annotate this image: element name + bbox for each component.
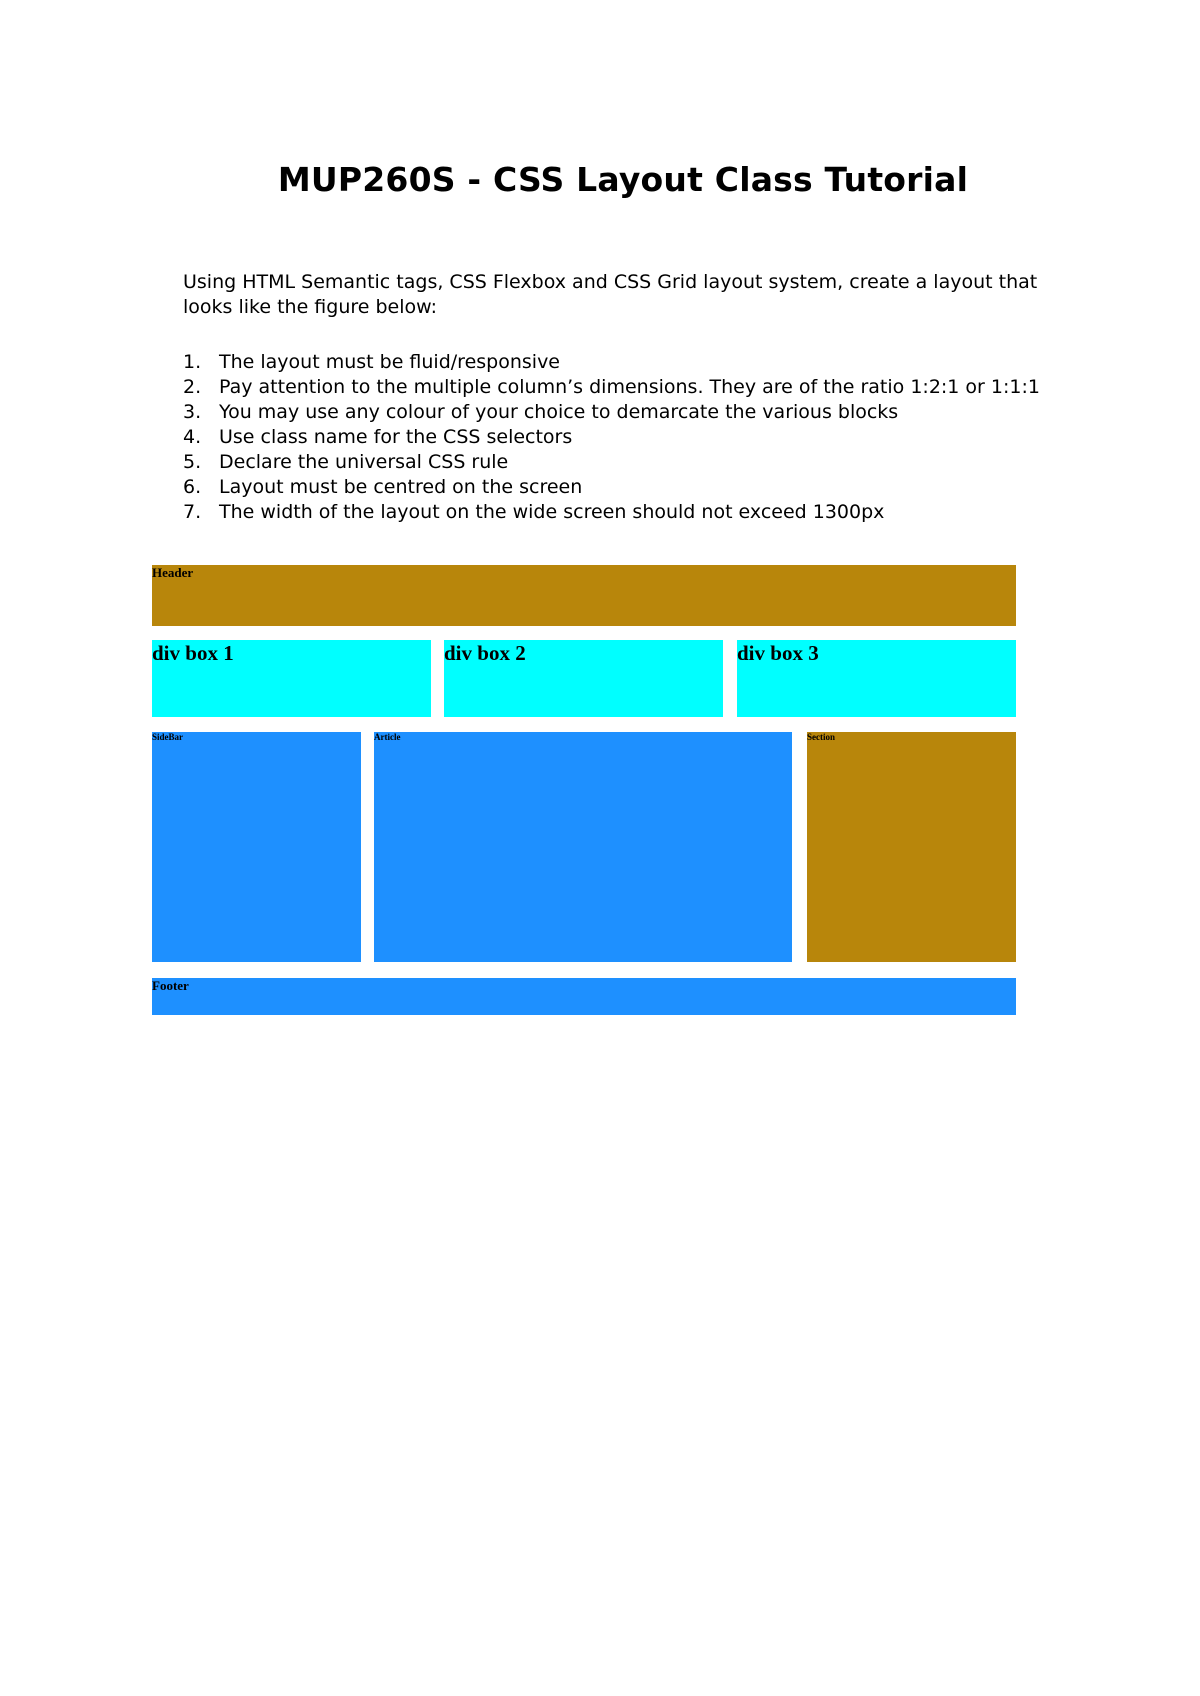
list-text: Use class name for the CSS selectors [219,426,573,448]
box-row [152,640,1016,717]
section-label: Section [807,732,835,742]
list-item [183,450,1083,475]
box-label: div box 2 [444,641,526,665]
list-text: Declare the universal CSS rule [219,451,509,473]
article-label: Article [374,732,401,742]
sidebar-label: SideBar [152,732,184,742]
list-text: You may use any colour of your choice to demarcate the various blocks [219,401,899,423]
header-label: Header [152,565,194,580]
list-number: 6. [183,476,202,498]
list-item [183,350,1083,375]
list-item [183,425,1083,450]
box-label: div box 3 [737,641,819,665]
footer-label: Footer [152,978,189,993]
list-number: 7. [183,501,202,523]
instruction-list [183,350,1083,525]
list-text: The width of the layout on the wide screen should not exceed 1300px [219,501,885,523]
sidebar-block [152,732,361,962]
article-block [374,732,792,962]
list-number: 3. [183,401,202,423]
list-text: The layout must be fluid/responsive [219,351,560,373]
list-number: 5. [183,451,202,473]
list-number: 4. [183,426,202,448]
list-item [183,400,1083,425]
list-item [183,475,1083,500]
div-box-2 [444,640,723,717]
page-title: MUP260S - CSS Layout Class Tutorial [277,160,969,199]
box-label: div box 1 [152,641,234,665]
list-item [183,375,1083,400]
list-number: 1. [183,351,202,373]
list-number: 2. [183,376,202,398]
list-text: Layout must be centred on the screen [219,476,583,498]
main-row [152,732,1016,962]
list-item [183,500,1083,525]
list-text: Pay attention to the multiple column’s dimensions. They are of the ratio 1:2:1 or 1:1:1 [219,376,1040,398]
intro-paragraph: Using HTML Semantic tags, CSS Flexbox and CSS Grid layout system, create a layout that looks like the figure below: [183,271,1038,318]
section-block [807,732,1016,962]
div-box-3 [737,640,1016,717]
figure-footer-block [152,978,1016,1015]
div-box-1 [152,640,431,717]
figure-header-block [152,565,1016,626]
